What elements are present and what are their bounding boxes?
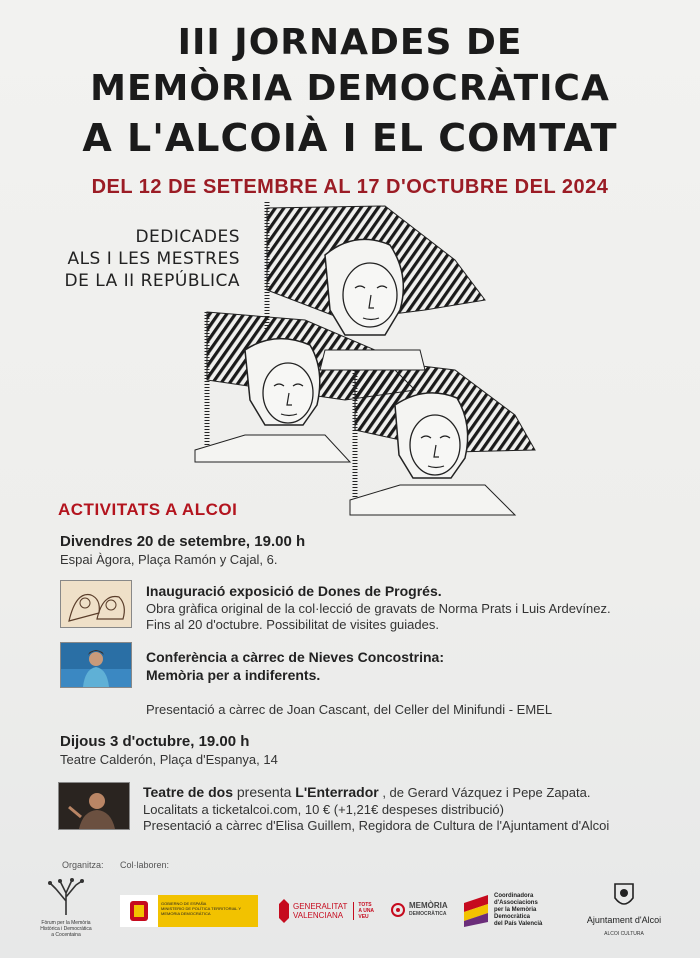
play-photo [58,782,130,830]
gva-line: GENERALITAT [293,902,348,911]
play-block [143,784,609,833]
ministerio-text: MINISTERIO DE POLÍTICA TERRITORIAL Y MEMORIA DEMOCRÁTICA [161,906,242,916]
title-line-3: A L'ALCOIÀ I EL COMTAT [82,116,618,160]
coord-line: d'Associacions [494,900,538,906]
gva-emblem-icon [278,898,290,924]
ajuntament-alcoi-logo [582,882,666,937]
speaker-photo [60,642,132,688]
forum-logo [36,875,96,938]
gva-tag-line: A UNA [358,908,375,914]
flags-illustration [185,200,545,520]
coord-line: Coordinadora [494,893,534,899]
dedication-line: DE LA II REPÚBLICA [64,271,240,291]
day1-place: Espai Àgora, Plaça Ramón y Cajal, 6. [60,552,278,567]
forum-name-line: a Cocentaina [51,932,81,938]
ajuntament-name: Ajuntament d'Alcoi [586,915,662,925]
memoria-line: DEMOCRÀTICA [409,911,447,917]
gva-logo [278,898,374,924]
coord-line: per la Memòria [494,907,537,913]
col-labora-label: Col·laboren: [120,860,170,870]
memoria-democratica-logo [390,902,448,918]
talk-block [146,649,444,683]
alcoi-cultura: ALCOI CULTURA [604,931,644,937]
coord-line: Democràtica [494,914,531,920]
coord-line: del País Valencià [494,921,543,927]
play-tickets: Localitats a ticketalcoi.com, 10 € (+1,21€ despeses distribució) [143,802,504,817]
gobierno-espana-logo [120,895,258,927]
memoria-line: MEMÒRIA [409,901,448,910]
talk-presenter: Presentació a càrrec de Joan Cascant, del Celler del Minifundi - EMEL [146,702,553,717]
forum-name-line: Històrica i Democràtica [40,926,92,932]
exhibit-line: Fins al 20 d'octubre. Possibilitat de visites guiades. [146,617,439,632]
flower-icon [390,902,406,918]
day2-date: Dijous 3 d'octubre, 19.00 h [60,733,250,750]
event-dates: DEL 12 DE SETEMBRE AL 17 D'OCTUBRE DEL 2024 [91,176,609,198]
play-name: L'Enterrador [295,784,379,800]
title-line-2: MEMÒRIA DEMOCRÀTICA [90,68,610,109]
play-company: Teatre de dos [143,784,233,800]
alcoi-shield-icon [613,882,635,910]
gobierno-text: GOBIERNO DE ESPAÑA [161,901,207,906]
tree-icon [44,875,88,915]
gva-line: VALENCIANA [293,911,344,920]
exhibit-block [146,583,611,632]
play-authors: , de Gerard Vázquez i Pepe Zapata. [378,785,591,800]
forum-name-line: Fòrum per la Memòria [41,920,91,926]
dedication-line: ALS I LES MESTRES [67,249,240,269]
day1-date: Divendres 20 de setembre, 19.00 h [60,533,306,550]
spain-coat-of-arms-icon [128,899,150,923]
gva-tag-line: VEU [358,914,369,920]
exhibit-line: Obra gràfica original de la col·lecció de gravats de Norma Prats i Luis Ardevínez. [146,601,611,616]
play-presents: presenta [233,784,296,800]
play-presenter: Presentació a càrrec d'Elisa Guillem, Regidora de Cultura de l'Ajuntament d'Alcoi [143,818,610,833]
title-line-1: III JORNADES DE [177,22,523,63]
organitza-label: Organitza: [62,860,104,870]
day2-place: Teatre Calderón, Plaça d'Espanya, 14 [60,752,278,767]
exhibit-thumbnail [60,580,132,628]
republic-flag-icon [462,893,490,927]
dedication-line: DEDICADES [135,227,240,247]
gva-tag-line: TOTS [358,902,372,908]
coordinadora-logo [462,893,542,928]
activities-title: ACTIVITATS A ALCOI [58,500,238,519]
talk-title: Memòria per a indiferents. [146,667,321,683]
talk-title: Conferència a càrrec de Nieves Concostrina: [146,649,445,665]
exhibit-title: Inauguració exposició de Dones de Progrés. [146,583,442,599]
